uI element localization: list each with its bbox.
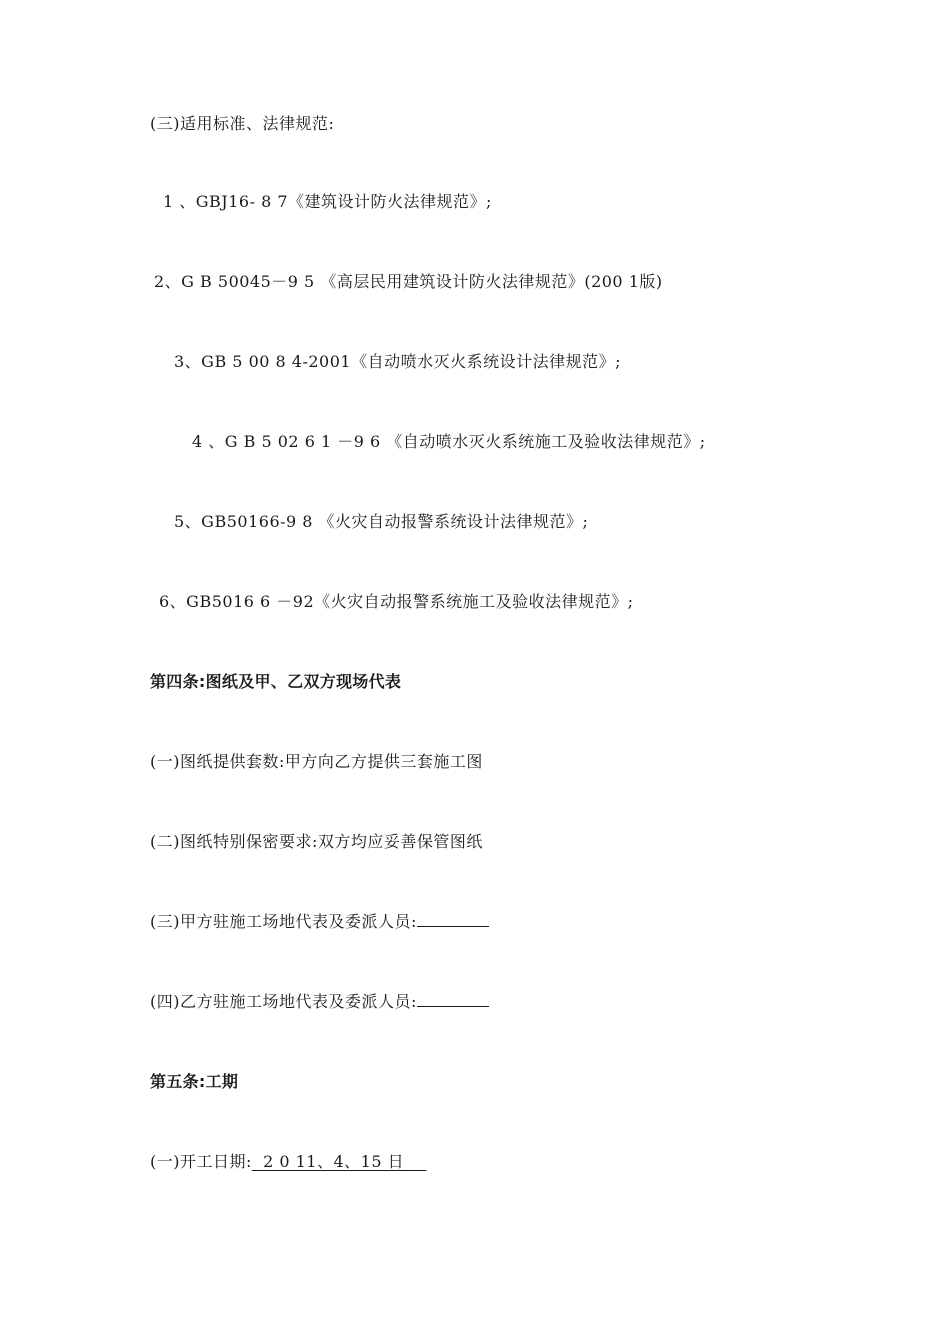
party-b-representative-blank (417, 992, 489, 1007)
article-4-item-1: (一)图纸提供套数:甲方向乙方提供三套施工图 (150, 752, 483, 771)
start-date-label: (一)开工日期: (150, 1152, 252, 1171)
standard-item-4: 4 、G B 5 02 6 1 －9 6 《自动喷水灭火系统施工及验收法律规范》; (192, 432, 706, 451)
standard-item-2: 2、G B 50045－9 5 《高层民用建筑设计防火法律规范》(200 1版) (154, 272, 663, 291)
article-4-item-2: (二)图纸特别保密要求:双方均应妥善保管图纸 (150, 832, 483, 851)
start-date-value: 2 0 11、4、15 日 (251, 1152, 427, 1171)
article-4-item-4 (150, 992, 489, 1012)
article-4-item-3 (150, 912, 489, 932)
start-date-line (150, 1152, 426, 1172)
standard-item-5: 5、GB50166-9 8 《火灾自动报警系统设计法律规范》; (174, 512, 589, 531)
party-a-representative-label: (三)甲方驻施工场地代表及委派人员: (150, 912, 417, 931)
section-heading-applicable-standards: (三)适用标准、法律规范: (150, 114, 335, 133)
standard-item-1: 1 、GBJ16- 8 7《建筑设计防火法律规范》; (163, 192, 492, 211)
article-4-title: 第四条:图纸及甲、乙双方现场代表 (150, 672, 402, 691)
standard-item-6: 6、GB5016 6 －92《火灾自动报警系统施工及验收法律规范》; (159, 592, 634, 611)
article-5-title: 第五条:工期 (150, 1072, 239, 1091)
party-b-representative-label: (四)乙方驻施工场地代表及委派人员: (150, 992, 417, 1011)
party-a-representative-blank (417, 912, 489, 927)
standard-item-3: 3、GB 5 00 8 4-2001《自动喷水灭火系统设计法律规范》; (174, 352, 621, 371)
